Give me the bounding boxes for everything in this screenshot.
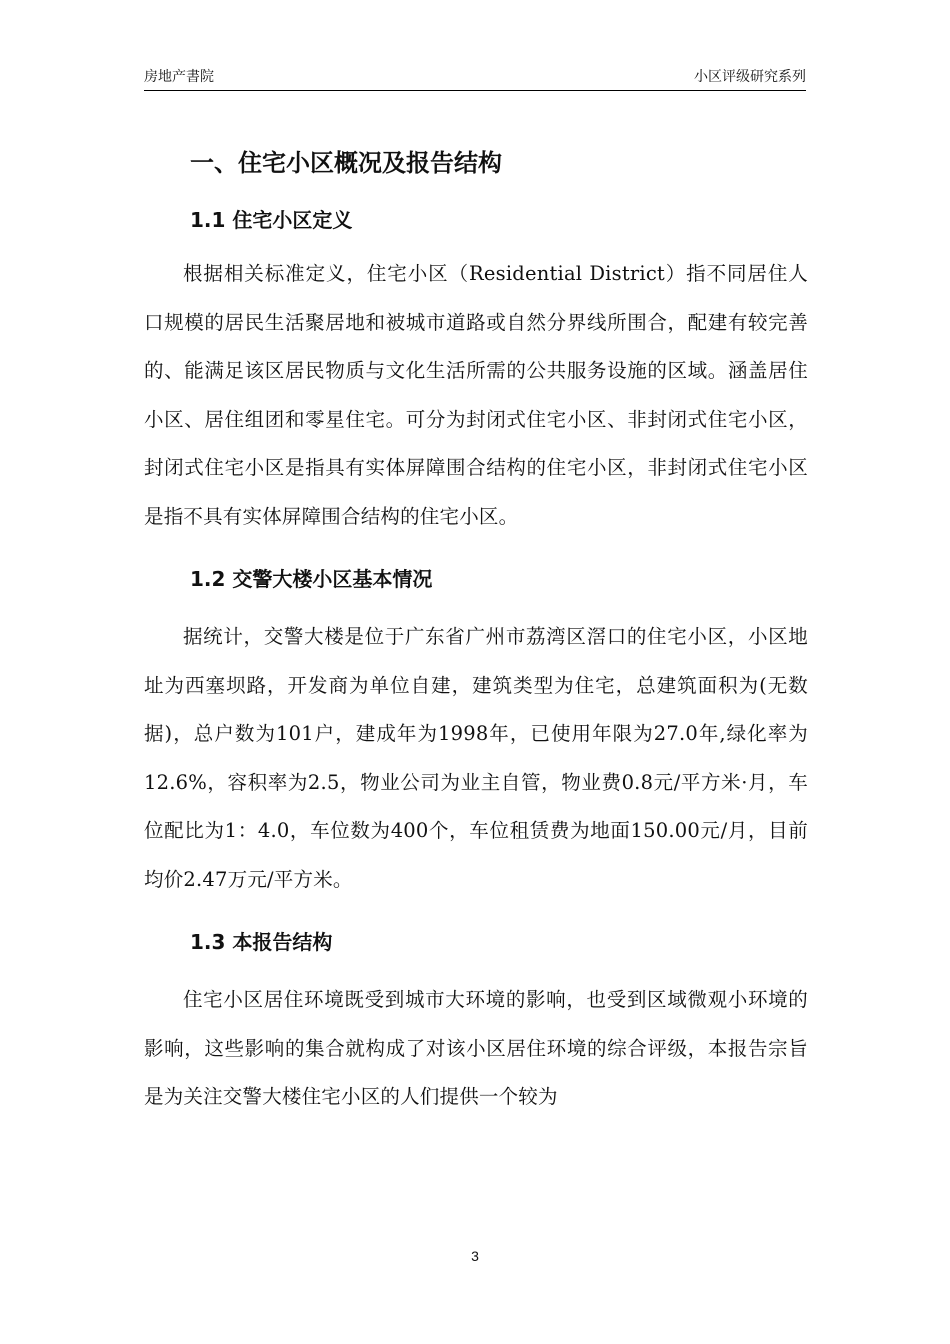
header-publisher: 房地产書院 <box>144 69 214 85</box>
paragraph-report-structure: 住宅小区居住环境既受到城市大环境的影响，也受到区域微观小环境的影响，这些影响的集合就构成了对该小区居住环境的综合评级，本报告宗旨是为关注交警大楼住宅小区的人们提供一个较为 <box>144 988 808 1108</box>
header-series-title: 小区评级研究系列 <box>694 69 806 85</box>
subsection-heading-1-3: 1.3 本报告结构 <box>190 930 333 954</box>
paragraph-basic-info: 据统计，交警大楼是位于广东省广州市荔湾区滘口的住宅小区，小区地址为西塞坝路，开发商为单位自建，建筑类型为住宅，总建筑面积为(无数据)，总户数为101户，建成年为1998年，已使用年限为27.0年,绿化率为12.6%，容积率为2.5，物业公司为业主自管，物业费0.8元/平方米·月，车位配比为1：4.0，车位数为400个，车位租赁费为地面150.00元/月，目前均价2.47万元/平方米。 <box>144 625 808 891</box>
page-content <box>144 140 808 1122</box>
paragraph-definition: 根据相关标准定义，住宅小区（Residential District）指不同居住人口规模的居民生活聚居地和被城市道路或自然分界线所围合，配建有较完善的、能满足该区居民物质与文化生活所需的公共服务设施的区域。涵盖居住小区、居住组团和零星住宅。可分为封闭式住宅小区、非封闭式住宅小区，封闭式住宅小区是指具有实体屏障围合结构的住宅小区，非封闭式住宅小区是指不具有实体屏障围合结构的住宅小区。 <box>144 262 808 528</box>
subsection-heading-1-2: 1.2 交警大楼小区基本情况 <box>190 567 433 591</box>
page-header <box>144 66 806 91</box>
section-title: 一、住宅小区概况及报告结构 <box>190 149 502 177</box>
page-number: 3 <box>471 1248 479 1264</box>
subsection-heading-1-1: 1.1 住宅小区定义 <box>190 208 353 232</box>
